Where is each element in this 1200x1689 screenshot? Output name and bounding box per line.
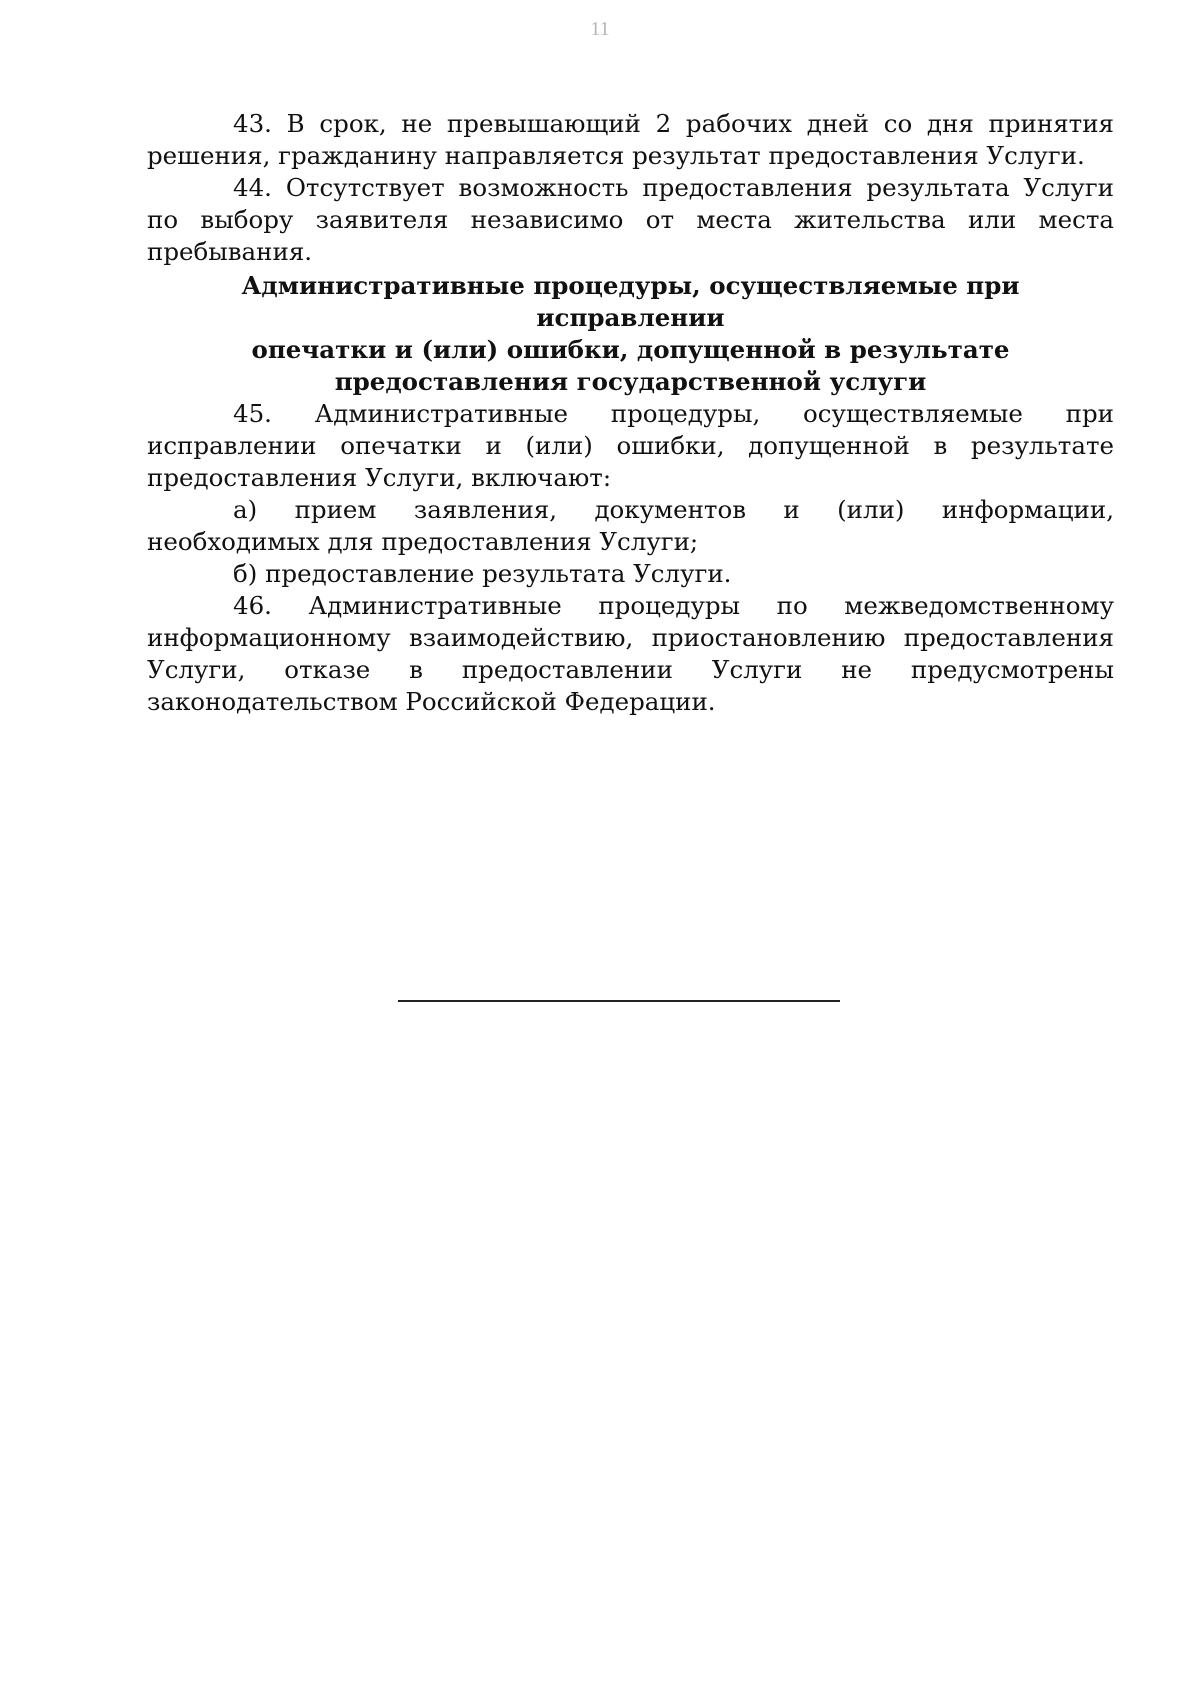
paragraph-45-item-a: а) прием заявления, документов и (или) информации, необходимых для предоставления Услуги; [147, 495, 1114, 556]
end-of-document-rule [398, 1000, 840, 1002]
paragraph-group-top [147, 108, 1114, 268]
paragraph-46: 46. Административные процедуры по межведомственному информационному взаимодействию, приостановлению предоставления Услуги, отказе в предоставлении Услуги не предусмотрены законодательством Российской Федерации. [147, 591, 1114, 716]
paragraph-45: 45. Административные процедуры, осуществляемые при исправлении опечатки и (или) ошибки, допущенной в результате предоставления Услуги, включают: [147, 399, 1114, 492]
heading-line-3: предоставления государственной услуги [334, 367, 927, 396]
paragraph-45-item-b: б) предоставление результата Услуги. [233, 559, 732, 588]
heading-line-2: опечатки и (или) ошибки, допущенной в результате [251, 335, 1010, 364]
paragraph-44: 44. Отсутствует возможность предоставления результата Услуги по выбору заявителя независимо от места жительства или места пребывания. [147, 173, 1114, 266]
paragraph-group-bottom [147, 398, 1114, 718]
section-heading [147, 270, 1114, 398]
paragraph-43: 43. В срок, не превышающий 2 рабочих дней со дня принятия решения, гражданину направляется результат предоставления Услуги. [147, 109, 1114, 170]
page-number: 11 [590, 18, 610, 40]
heading-line-1: Административные процедуры, осуществляемые при исправлении [241, 271, 1020, 332]
